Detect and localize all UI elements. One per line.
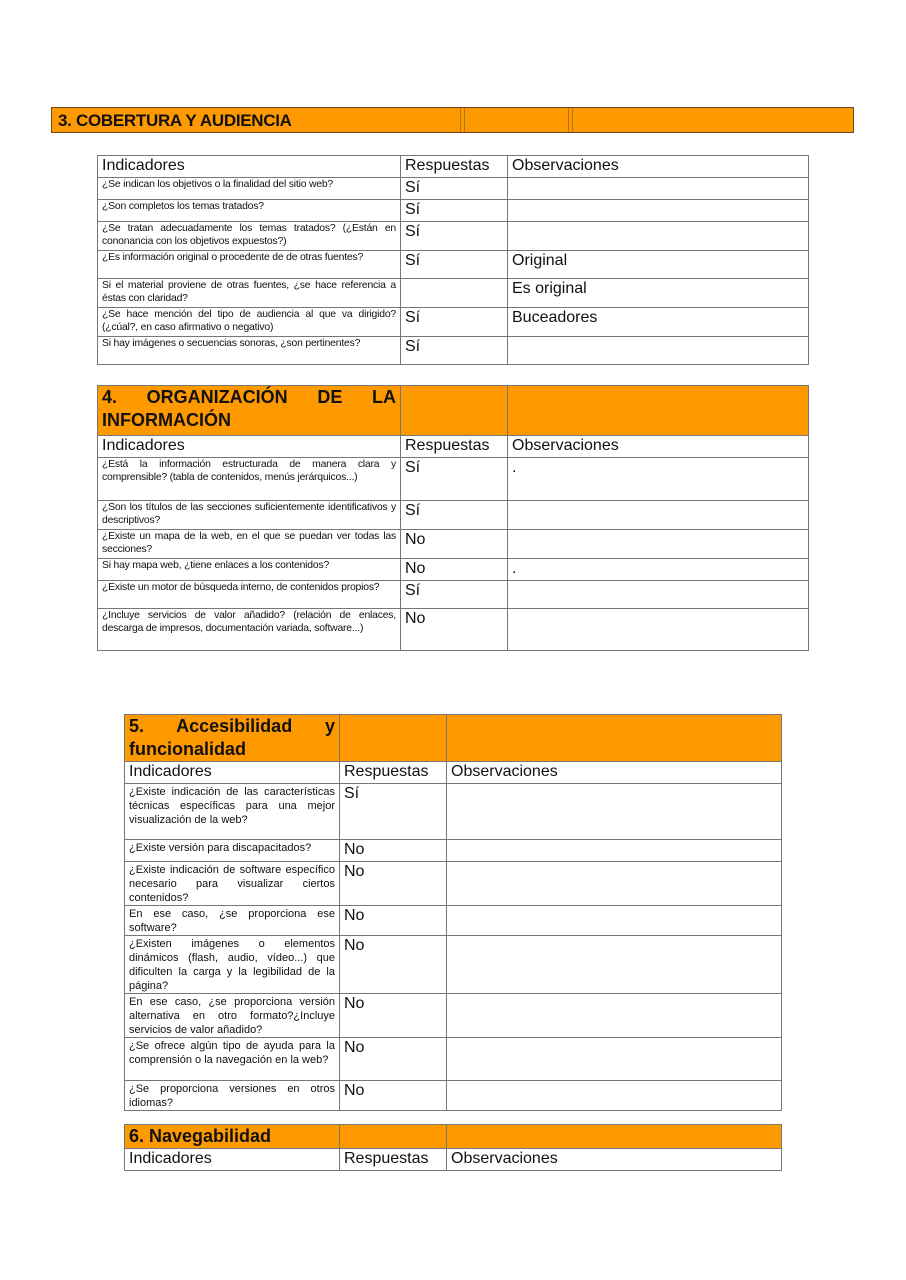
answer: Sí <box>401 222 508 251</box>
table-row <box>125 994 782 1038</box>
column-header-indicadores: Indicadores <box>125 762 340 784</box>
header-row <box>98 156 809 178</box>
answer: Sí <box>401 200 508 222</box>
answer: No <box>340 1038 447 1081</box>
indicator-question: ¿Son los títulos de las secciones suficientemente identificativos y descriptivos? <box>98 501 401 530</box>
observation <box>447 936 782 994</box>
section-6-table <box>124 1124 782 1171</box>
section-title: 3. COBERTURA Y AUDIENCIA <box>58 111 292 130</box>
column-header-respuestas: Respuestas <box>340 762 447 784</box>
table-row <box>125 1081 782 1111</box>
observation <box>447 840 782 862</box>
answer <box>401 279 508 308</box>
indicator-question: Si hay mapa web, ¿tiene enlaces a los contenidos? <box>98 559 401 581</box>
indicator-question: ¿Se proporciona versiones en otros idiomas? <box>125 1081 340 1111</box>
observation <box>508 501 809 530</box>
observation <box>508 337 809 365</box>
table-row <box>125 840 782 862</box>
table-row <box>98 530 809 559</box>
section-title: 4. ORGANIZACIÓN DE LA INFORMACIÓN <box>98 386 401 436</box>
section-title: 5. Accesibilidad y funcionalidad <box>125 715 340 762</box>
answer: No <box>340 1081 447 1111</box>
divider <box>568 108 569 132</box>
observation <box>447 994 782 1038</box>
column-header-respuestas: Respuestas <box>401 436 508 458</box>
column-header-observaciones: Observaciones <box>447 762 782 784</box>
empty-cell <box>401 386 508 436</box>
column-header-observaciones: Observaciones <box>508 436 809 458</box>
table-row <box>98 458 809 501</box>
header-row <box>125 762 782 784</box>
indicator-question: ¿Es información original o procedente de de otras fuentes? <box>98 251 401 279</box>
table-row <box>98 581 809 609</box>
header-row <box>125 1149 782 1171</box>
observation <box>508 530 809 559</box>
observation <box>508 178 809 200</box>
table-row <box>98 337 809 365</box>
answer: No <box>401 609 508 651</box>
section-5-table <box>124 714 782 1111</box>
indicator-question: ¿Existe un mapa de la web, en el que se puedan ver todas las secciones? <box>98 530 401 559</box>
observation <box>447 1081 782 1111</box>
table-row <box>98 200 809 222</box>
answer: No <box>401 530 508 559</box>
indicator-question: ¿Se indican los objetivos o la finalidad del sitio web? <box>98 178 401 200</box>
indicator-question: ¿Se tratan adecuadamente los temas tratados? (¿Están en cononancia con los objetivos expuestos?) <box>98 222 401 251</box>
column-header-indicadores: Indicadores <box>98 436 401 458</box>
observation <box>508 581 809 609</box>
answer: Sí <box>340 784 447 840</box>
divider <box>572 108 573 132</box>
answer: Sí <box>401 458 508 501</box>
column-header-respuestas: Respuestas <box>401 156 508 178</box>
answer: Sí <box>401 308 508 337</box>
observation: Buceadores <box>508 308 809 337</box>
table-row <box>98 308 809 337</box>
answer: No <box>401 559 508 581</box>
indicator-question: ¿Está la información estructurada de manera clara y comprensible? (tabla de contenidos, menús jerárquicos...) <box>98 458 401 501</box>
table-row <box>98 178 809 200</box>
answer: Sí <box>401 178 508 200</box>
empty-cell <box>340 715 447 762</box>
section-title-row <box>125 1125 782 1149</box>
answer: No <box>340 840 447 862</box>
empty-cell <box>447 715 782 762</box>
indicator-question: Si el material proviene de otras fuentes, ¿se hace referencia a éstas con claridad? <box>98 279 401 308</box>
indicator-question: En ese caso, ¿se proporciona versión alternativa en otro formato?¿Incluye servicios de valor añadido? <box>125 994 340 1038</box>
section-4-table <box>97 385 809 651</box>
divider <box>460 108 461 132</box>
indicator-question: ¿Existe indicación de software específico necesario para visualizar ciertos contenidos? <box>125 862 340 906</box>
answer: Sí <box>401 581 508 609</box>
indicator-question: En ese caso, ¿se proporciona ese software? <box>125 906 340 936</box>
indicator-question: ¿Existe indicación de las características técnicas específicas para una mejor visualización de la web? <box>125 784 340 840</box>
empty-cell <box>340 1125 447 1149</box>
section-title-row <box>125 715 782 762</box>
answer: No <box>340 994 447 1038</box>
section-title-row <box>98 386 809 436</box>
observation: Original <box>508 251 809 279</box>
table-row <box>125 906 782 936</box>
table-row <box>98 279 809 308</box>
column-header-indicadores: Indicadores <box>125 1149 340 1171</box>
indicator-question: ¿Incluye servicios de valor añadido? (relación de enlaces, descarga de impresos, documentación variada, software...) <box>98 609 401 651</box>
section-3-table <box>97 155 809 365</box>
table-row <box>98 251 809 279</box>
answer: No <box>340 906 447 936</box>
answer: Sí <box>401 337 508 365</box>
indicator-question: ¿Existe versión para discapacitados? <box>125 840 340 862</box>
table-row <box>98 559 809 581</box>
observation <box>508 609 809 651</box>
answer: Sí <box>401 501 508 530</box>
indicator-question: ¿Se ofrece algún tipo de ayuda para la comprensión o la navegación en la web? <box>125 1038 340 1081</box>
observation: . <box>508 559 809 581</box>
observation <box>508 222 809 251</box>
empty-cell <box>508 386 809 436</box>
column-header-respuestas: Respuestas <box>340 1149 447 1171</box>
observation: . <box>508 458 809 501</box>
indicator-question: Si hay imágenes o secuencias sonoras, ¿son pertinentes? <box>98 337 401 365</box>
observation <box>447 784 782 840</box>
header-row <box>98 436 809 458</box>
table-row <box>125 784 782 840</box>
observation <box>447 1038 782 1081</box>
observation <box>447 906 782 936</box>
table-row <box>98 609 809 651</box>
table-row <box>98 501 809 530</box>
section-title: 6. Navegabilidad <box>125 1125 340 1149</box>
answer: No <box>340 862 447 906</box>
indicator-question: ¿Se hace mención del tipo de audiencia al que va dirigido? (¿cúal?, en caso afirmativo o negativo) <box>98 308 401 337</box>
answer: Sí <box>401 251 508 279</box>
divider <box>464 108 465 132</box>
observation: Es original <box>508 279 809 308</box>
table-row <box>125 936 782 994</box>
table-row <box>98 222 809 251</box>
column-header-observaciones: Observaciones <box>447 1149 782 1171</box>
indicator-question: ¿Existen imágenes o elementos dinámicos (flash, audio, vídeo...) que dificulten la carga y la legibilidad de la página? <box>125 936 340 994</box>
observation <box>508 200 809 222</box>
observation <box>447 862 782 906</box>
table-row <box>125 1038 782 1081</box>
section-3-title-bar <box>51 107 854 133</box>
empty-cell <box>447 1125 782 1149</box>
indicator-question: ¿Existe un motor de búsqueda interno, de contenidos propios? <box>98 581 401 609</box>
column-header-observaciones: Observaciones <box>508 156 809 178</box>
answer: No <box>340 936 447 994</box>
indicator-question: ¿Son completos los temas tratados? <box>98 200 401 222</box>
table-row <box>125 862 782 906</box>
column-header-indicadores: Indicadores <box>98 156 401 178</box>
